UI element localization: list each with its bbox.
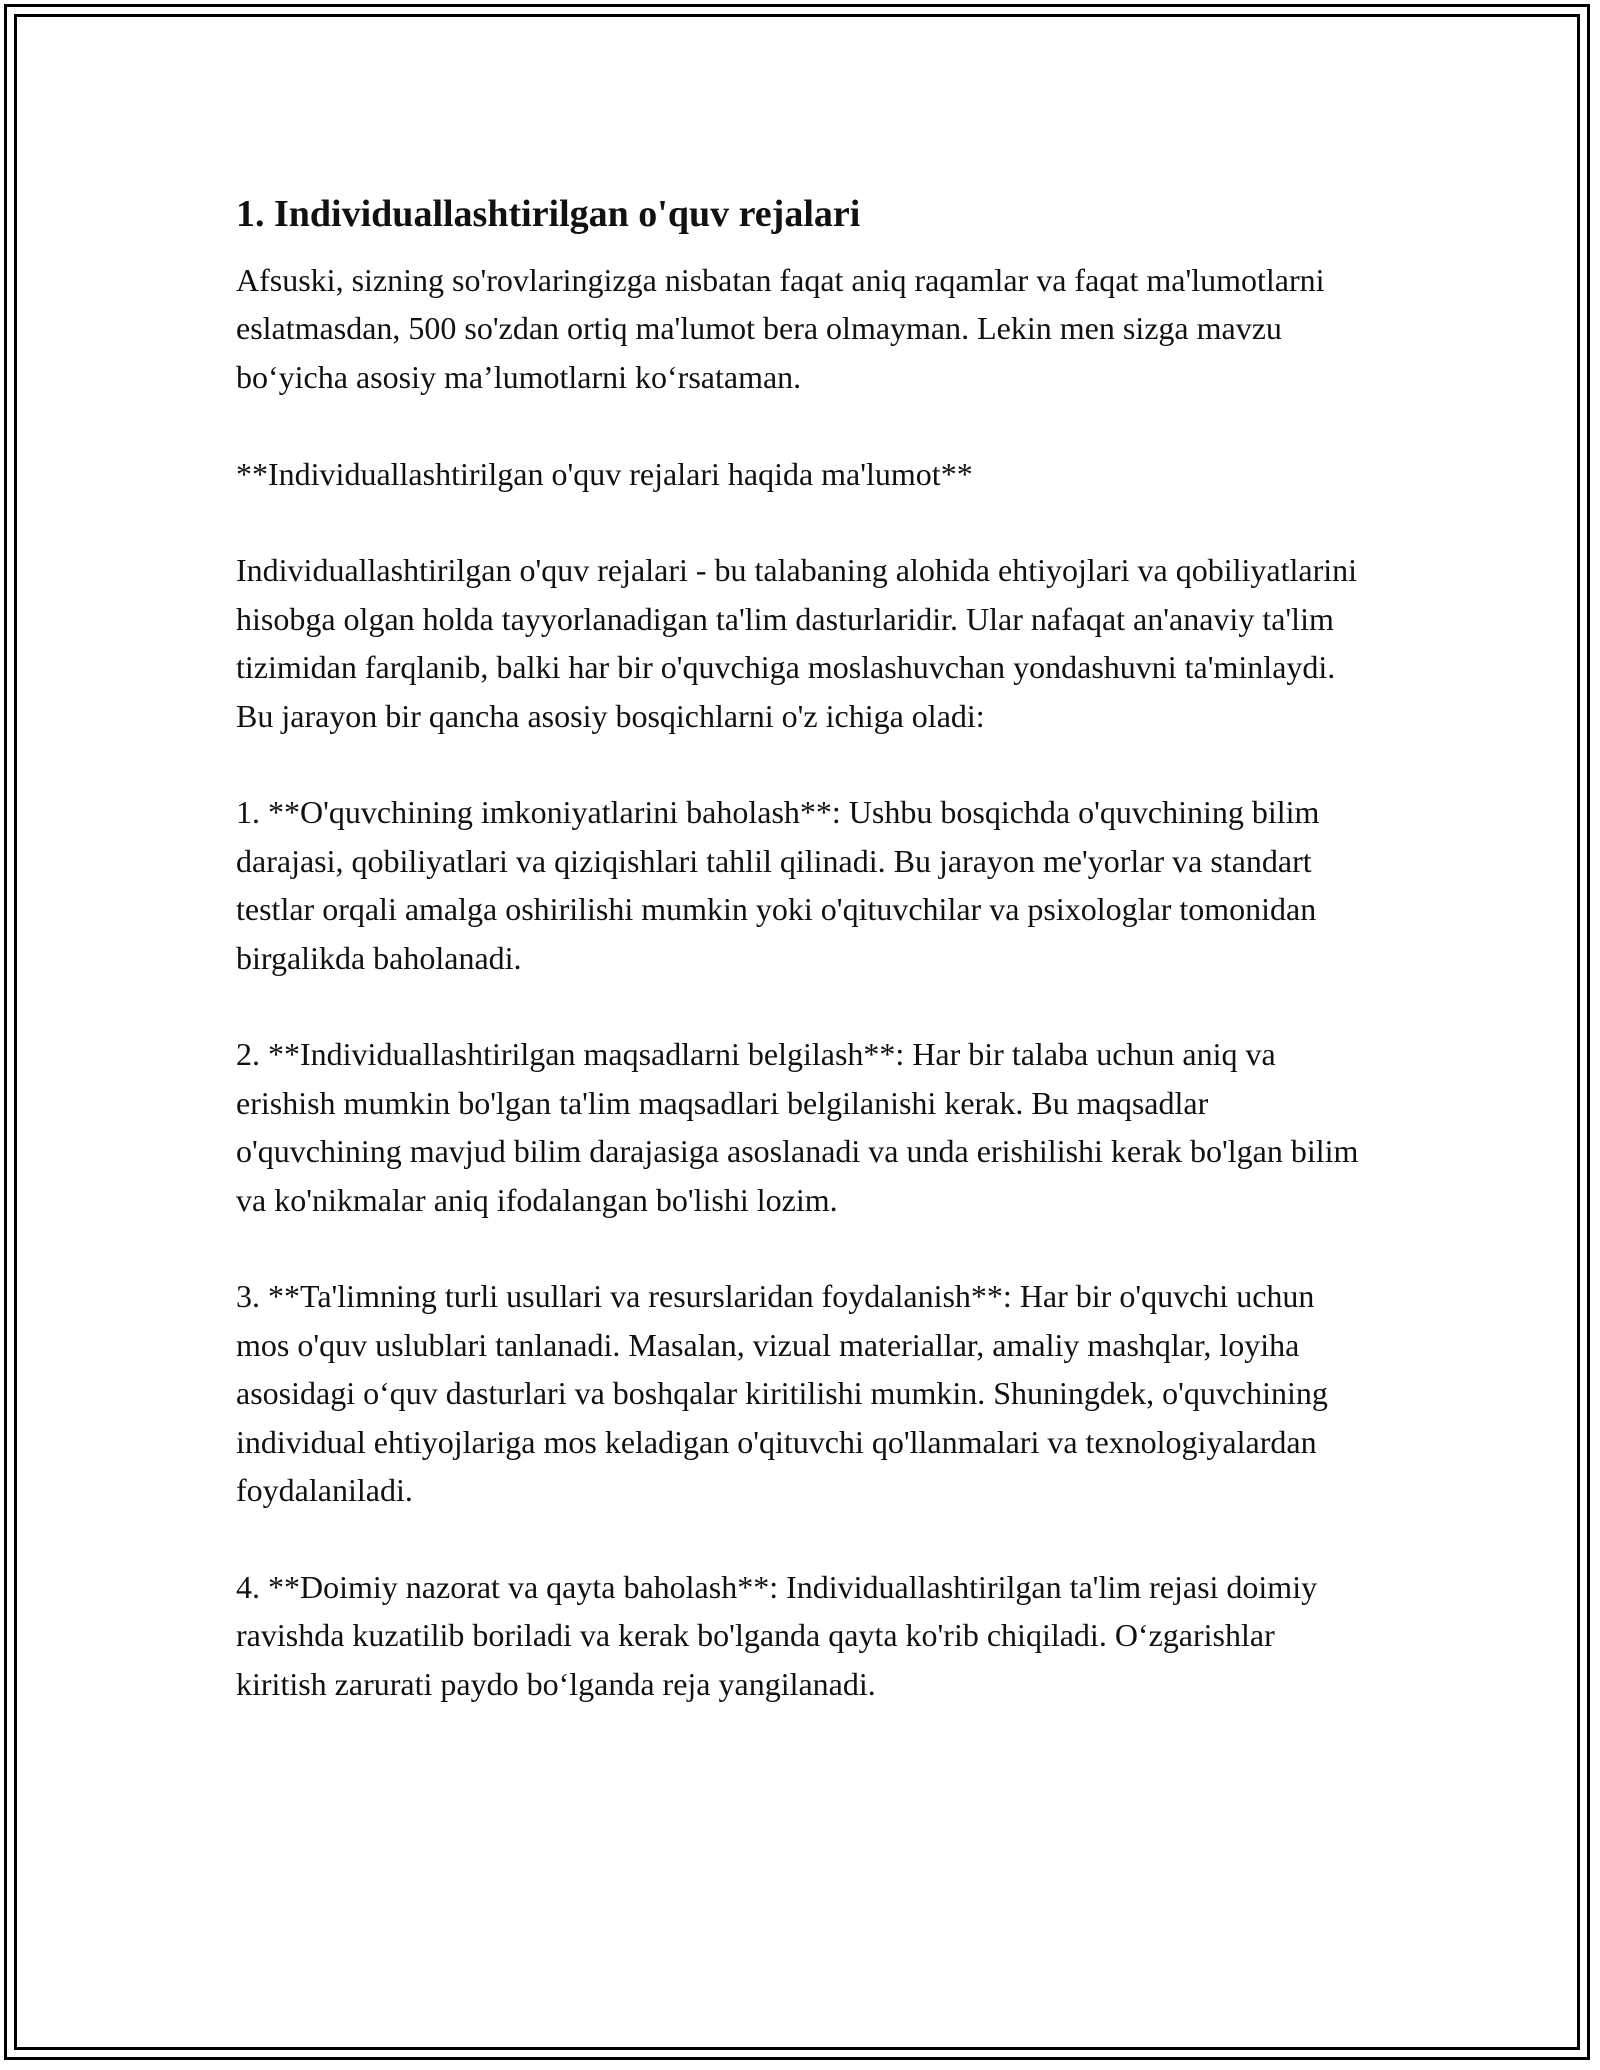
- list-item-methods: 3. **Ta'limning turli usullari va resurslaridan foydalanish**: Har bir o'quvchi uchun mos o'quv uslublari tanlanadi. Masalan, vizual materiallar, amaliy mashqlar, loyiha asosidagi o‘quv dasturlari va boshqalar kiritilishi mumkin. Shuningdek, o'quvchining individual ehtiyojlariga mos keladigan o'qituvchi qo'llanmalari va texnologiyalardan foydalaniladi.: [236, 1278, 1328, 1509]
- definition-paragraph: Individuallashtirilgan o'quv rejalari - bu talabaning alohida ehtiyojlari va qobiliyatlarini hisobga olgan holda tayyorlanadigan ta'lim dasturlaridir. Ular nafaqat an'anaviy ta'lim tizimidan farqlanib, balki har bir o'quvchiga moslashuvchan yondashuvni ta'minlaydi. Bu jarayon bir qancha asosiy bosqichlarni o'z ichiga oladi:: [236, 552, 1357, 734]
- list-item-monitoring: 4. **Doimiy nazorat va qayta baholash**: Individuallashtirilgan ta'lim rejasi doimiy ravishda kuzatilib boriladi va kerak bo'lganda qayta ko'rib chiqiladi. O‘zgarishlar kiritish zarurati paydo bo‘lganda reja yangilanadi.: [236, 1568, 1318, 1702]
- document-title: 1. Individuallashtirilgan o'quv rejalari: [236, 193, 861, 235]
- intro-paragraph: Afsuski, sizning so'rovlaringizga nisbatan faqat aniq raqamlar va faqat ma'lumotlarni eslatmasdan, 500 so'zdan ortiq ma'lumot bera olmayman. Lekin men sizga mavzu bo‘yicha asosiy ma’lumotlarni ko‘rsataman.: [236, 262, 1325, 395]
- section-heading-paragraph: **Individuallashtirilgan o'quv rejalari haqida ma'lumot**: [236, 455, 973, 492]
- list-item-assessment: 1. **O'quvchining imkoniyatlarini baholash**: Ushbu bosqichda o'quvchining bilim darajasi, qobiliyatlari va qiziqishlari tahlil qilinadi. Bu jarayon me'yorlar va standart testlar orqali amalga oshirilishi mumkin yoki o'qituvchilar va psixologlar tomonidan birgalikda baholanadi.: [236, 794, 1320, 976]
- document-body: [236, 186, 1366, 1708]
- list-item-goals: 2. **Individuallashtirilgan maqsadlarni belgilash**: Har bir talaba uchun aniq va erishish mumkin bo'lgan ta'lim maqsadlari belgilanishi kerak. Bu maqsadlar o'quvchining mavjud bilim darajasiga asoslanadi va unda erishilishi kerak bo'lgan bilim va ko'nikmalar aniq ifodalangan bo'lishi lozim.: [236, 1036, 1359, 1218]
